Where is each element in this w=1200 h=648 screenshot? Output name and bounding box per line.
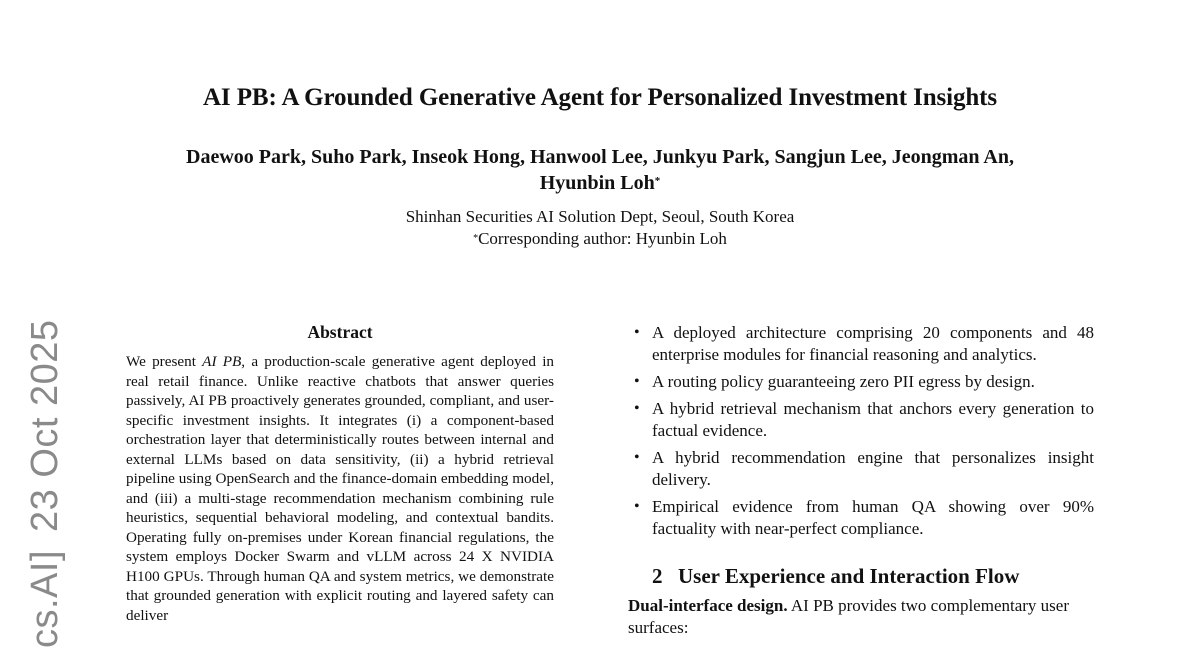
- abstract-heading: Abstract: [307, 322, 373, 342]
- list-item: • A hybrid recommendation engine that personalizes insight delivery.: [634, 448, 1094, 489]
- affiliation-block: [0, 206, 1200, 250]
- corresponding-author-name: Hyunbin Loh: [539, 172, 655, 194]
- abstract-lead: We present: [126, 353, 203, 370]
- abstract-body: [126, 352, 554, 625]
- paragraph-text: AI PB provides two complementary user surfaces:: [628, 596, 1069, 637]
- paper-title: AI PB: A Grounded Generative Agent for Personalized Investment Insights: [202, 84, 998, 111]
- bullet-icon: •: [634, 449, 640, 466]
- bullet-icon: •: [634, 400, 640, 417]
- corresponding-note-mark: *: [473, 233, 479, 244]
- affiliation-org: Shinhan Securities AI Solution Dept, Seoul, South Korea: [405, 207, 795, 226]
- bullet-icon: •: [634, 373, 640, 390]
- author-line-2: [100, 170, 1100, 196]
- bullet-icon: •: [634, 498, 640, 515]
- corresponding-note: [0, 228, 1200, 250]
- section-title: User Experience and Interaction Flow: [678, 564, 1020, 588]
- list-item: • A routing policy guaranteeing zero PII egress by design.: [634, 372, 1035, 391]
- author-line-1: Daewoo Park, Suho Park, Inseok Hong, Hanwool Lee, Junkyu Park, Sangjun Lee, Jeongman An,: [186, 146, 1014, 168]
- paragraph-lead: Dual-interface design.: [628, 596, 788, 615]
- section-paragraph: [628, 595, 1094, 639]
- list-item: • A deployed architecture comprising 20 components and 48 enterprise modules for financial reasoning and analytics.: [634, 323, 1094, 364]
- arxiv-category: cs.AI]: [24, 549, 66, 648]
- author-list: [100, 144, 1100, 196]
- section-heading: [628, 564, 1094, 589]
- section-number: 2: [652, 564, 663, 588]
- abstract-text: , a production-scale generative agent deployed in real retail finance. Unlike reactive chatbots that answer queries passively, AI PB proactively generates grounded, compliant, and user-specific investment insights. It integrates (i) a component-based orchestration layer that deterministically routes between internal and external LLMs based on data sensitivity, (ii) a hybrid retrieval pipeline using OpenSearch and the finance-domain embedding model, and (iii) a multi-stage recommendation mechanism combining rule heuristics, sequential behavioral modeling, and contextual bandits. Operating fully on-premises under Korean financial regulations, the system employs Docker Swarm and vLLM across 24 X NVIDIA H100 GPUs. Through human QA and system metrics, we demonstrate that grounded generation with explicit routing and layered safety can deliver: [126, 353, 555, 624]
- abstract-system-name: AI PB: [202, 353, 242, 370]
- arxiv-watermark: [23, 319, 67, 648]
- contribution-list: [628, 322, 1094, 540]
- corresponding-note-text: Corresponding author: Hyunbin Loh: [478, 229, 727, 248]
- corresponding-mark: *: [654, 175, 661, 187]
- list-item: • Empirical evidence from human QA showing over 90% factuality with near-perfect compliance.: [634, 497, 1094, 538]
- right-column: [628, 322, 1094, 639]
- arxiv-date: 23 Oct 2025: [24, 319, 66, 532]
- bullet-icon: •: [634, 324, 640, 341]
- list-item: • A hybrid retrieval mechanism that anchors every generation to factual evidence.: [634, 399, 1094, 440]
